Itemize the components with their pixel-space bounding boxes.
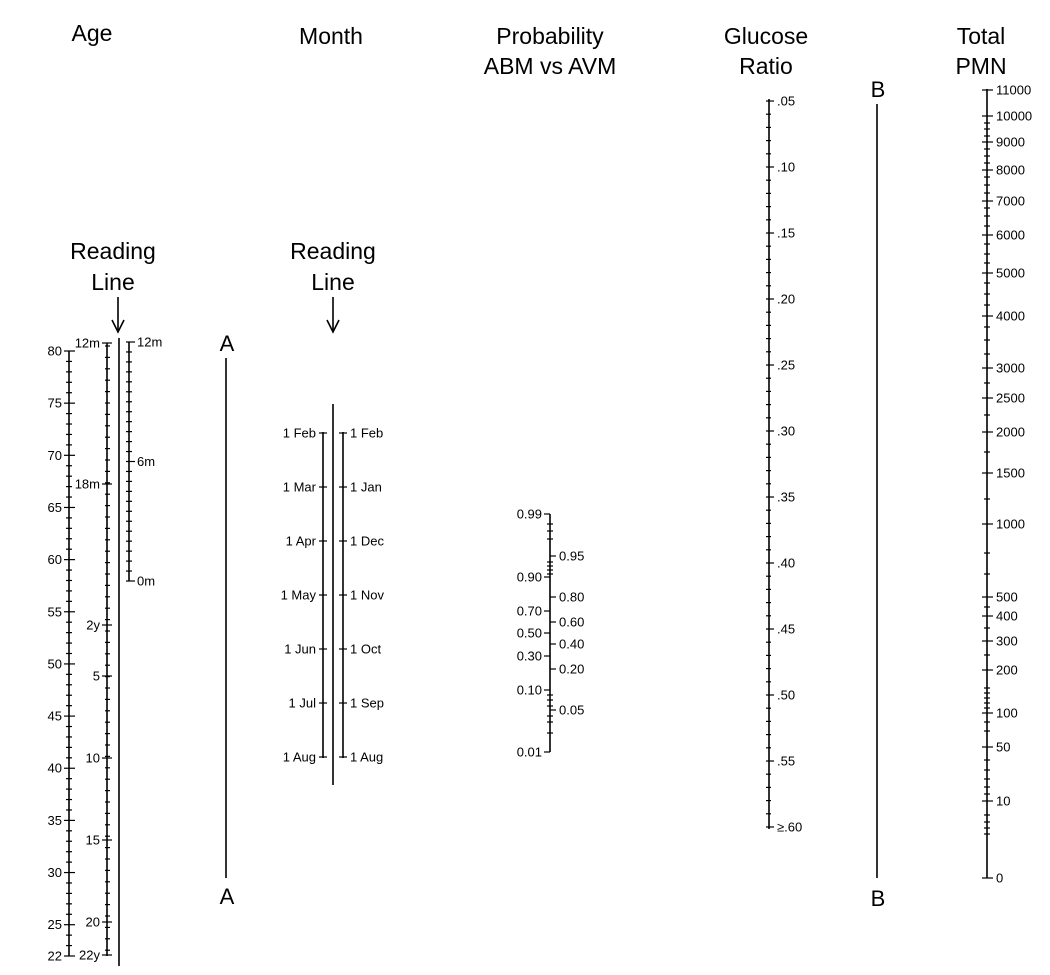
pmn-label-6: 5000 bbox=[996, 265, 1025, 281]
age-years-label-6: 20 bbox=[85, 914, 100, 930]
pmn-label-0: 11000 bbox=[996, 82, 1032, 98]
probability-right-label-5: 0.05 bbox=[559, 702, 585, 718]
pmn-label-17: 100 bbox=[996, 705, 1018, 721]
age-years-axis bbox=[75, 336, 112, 963]
month-right-label-4: 1 Oct bbox=[350, 641, 382, 657]
glucose-label-1: .10 bbox=[777, 159, 796, 175]
line-b-top-label: B bbox=[870, 77, 886, 102]
month-left-label-6: 1 Aug bbox=[282, 749, 316, 765]
glucose-label-3: .20 bbox=[777, 291, 796, 307]
glucose-label-7: .40 bbox=[777, 555, 796, 571]
probability-right-label-2: 0.60 bbox=[559, 614, 585, 630]
probability-right-label-1: 0.80 bbox=[559, 589, 585, 605]
age-infant-axis bbox=[126, 335, 162, 589]
pmn-label-13: 500 bbox=[996, 589, 1018, 605]
month-right-axis bbox=[339, 426, 384, 765]
pmn-label-12: 1000 bbox=[996, 516, 1025, 532]
pmn-label-19: 10 bbox=[996, 793, 1011, 809]
probability-left-label-1: 0.90 bbox=[516, 569, 542, 585]
pmn-label-8: 3000 bbox=[996, 360, 1025, 376]
probability-axis bbox=[517, 507, 585, 760]
pmn-label-18: 50 bbox=[996, 739, 1011, 755]
age-years-label-7: 22y bbox=[79, 947, 100, 963]
month-left-axis bbox=[281, 426, 327, 765]
line-a-bottom-label: A bbox=[219, 884, 235, 909]
pmn-label-7: 4000 bbox=[996, 308, 1025, 324]
month-left-label-2: 1 Apr bbox=[285, 533, 316, 549]
pmn-label-1: 10000 bbox=[996, 108, 1033, 124]
age-label-60: 60 bbox=[47, 552, 62, 568]
month-right-label-0: 1 Feb bbox=[350, 425, 384, 441]
age-header: Age bbox=[71, 20, 113, 46]
pmn-label-15: 300 bbox=[996, 633, 1018, 649]
pmn-label-20: 0 bbox=[996, 870, 1004, 886]
pmn-label-2: 9000 bbox=[996, 134, 1025, 150]
month-reading-line-label-1: Reading bbox=[290, 238, 376, 264]
probability-left-label-4: 0.30 bbox=[516, 648, 542, 664]
glucose-label-5: .30 bbox=[777, 423, 796, 439]
age-years-label-3: 5 bbox=[92, 668, 100, 684]
glucose-label-8: .45 bbox=[777, 621, 796, 637]
pmn-label-3: 8000 bbox=[996, 162, 1025, 178]
age-reading-line-label-2: Line bbox=[91, 269, 135, 295]
pmn-label-11: 1500 bbox=[996, 465, 1025, 481]
month-left-label-1: 1 Mar bbox=[282, 479, 316, 495]
line-b-bottom-label: B bbox=[870, 886, 886, 911]
age-label-22: 22 bbox=[47, 948, 62, 964]
age-label-75: 75 bbox=[47, 395, 62, 411]
probability-left-label-5: 0.10 bbox=[516, 682, 542, 698]
infant-label-1: 6m bbox=[137, 454, 156, 469]
infant-label-0: 12m bbox=[137, 334, 163, 350]
glucose-label-11: ≥.60 bbox=[777, 819, 803, 835]
glucose-label-2: .15 bbox=[777, 225, 796, 241]
glucose-label-10: .55 bbox=[777, 753, 796, 769]
month-header: Month bbox=[299, 23, 363, 49]
age-label-40: 40 bbox=[47, 760, 62, 776]
month-right-label-3: 1 Nov bbox=[350, 587, 384, 603]
pmn-label-9: 2500 bbox=[996, 390, 1025, 406]
glucose-label-4: .25 bbox=[777, 357, 796, 373]
pmn-label-5: 6000 bbox=[996, 227, 1025, 243]
probability-left-label-2: 0.70 bbox=[516, 603, 542, 619]
age-years-label-1: 18m bbox=[74, 476, 100, 492]
age-years-label-4: 10 bbox=[85, 750, 100, 766]
age-years-label-5: 15 bbox=[85, 832, 100, 848]
month-right-label-1: 1 Jan bbox=[350, 479, 382, 495]
pmn-header-line2: PMN bbox=[955, 53, 1007, 79]
age-label-65: 65 bbox=[47, 499, 62, 515]
glucose-label-9: .50 bbox=[777, 687, 796, 703]
probability-right-label-4: 0.20 bbox=[559, 661, 585, 677]
month-left-label-5: 1 Jul bbox=[288, 695, 316, 711]
probability-header-line2: ABM vs AVM bbox=[483, 53, 617, 79]
month-left-label-0: 1 Feb bbox=[282, 425, 316, 441]
month-right-label-6: 1 Aug bbox=[350, 749, 384, 765]
pmn-header-line1: Total bbox=[956, 23, 1006, 49]
glucose-header-line1: Glucose bbox=[723, 23, 809, 49]
glucose-header-line2: Ratio bbox=[739, 53, 793, 79]
month-left-label-3: 1 May bbox=[280, 587, 316, 603]
age-label-70: 70 bbox=[47, 447, 62, 463]
glucose-label-0: .05 bbox=[777, 93, 796, 109]
probability-left-label-0: 0.99 bbox=[516, 506, 542, 522]
line-a-top-label: A bbox=[219, 331, 235, 356]
age-label-35: 35 bbox=[47, 812, 62, 828]
age-years-label-0: 12m bbox=[74, 335, 100, 351]
month-left-label-4: 1 Jun bbox=[284, 641, 316, 657]
glucose-label-6: .35 bbox=[777, 489, 796, 505]
glucose-axis bbox=[766, 94, 802, 835]
age-label-45: 45 bbox=[47, 708, 62, 724]
age-label-30: 30 bbox=[47, 865, 62, 881]
age-label-80: 80 bbox=[47, 343, 62, 359]
age-label-55: 55 bbox=[47, 604, 62, 620]
probability-right-label-0: 0.95 bbox=[559, 548, 585, 564]
month-right-label-2: 1 Dec bbox=[350, 533, 384, 549]
probability-header-line1: Probability bbox=[496, 23, 604, 49]
probability-right-label-3: 0.40 bbox=[559, 636, 585, 652]
age-reading-line-label-1: Reading bbox=[70, 238, 156, 264]
age-years-label-2: 2y bbox=[86, 617, 100, 633]
pmn-label-14: 400 bbox=[996, 608, 1018, 624]
age-older-axis bbox=[48, 344, 75, 964]
pmn-label-10: 2000 bbox=[996, 424, 1025, 440]
month-right-label-5: 1 Sep bbox=[350, 695, 384, 711]
probability-left-label-3: 0.50 bbox=[516, 625, 542, 641]
age-label-25: 25 bbox=[47, 917, 62, 933]
month-reading-line-label-2: Line bbox=[311, 269, 355, 295]
infant-label-2: 0m bbox=[137, 573, 156, 589]
age-label-50: 50 bbox=[47, 656, 62, 672]
probability-left-label-6: 0.01 bbox=[516, 744, 542, 760]
pmn-label-16: 200 bbox=[996, 662, 1018, 678]
pmn-axis bbox=[982, 83, 1032, 886]
pmn-label-4: 7000 bbox=[996, 193, 1025, 209]
